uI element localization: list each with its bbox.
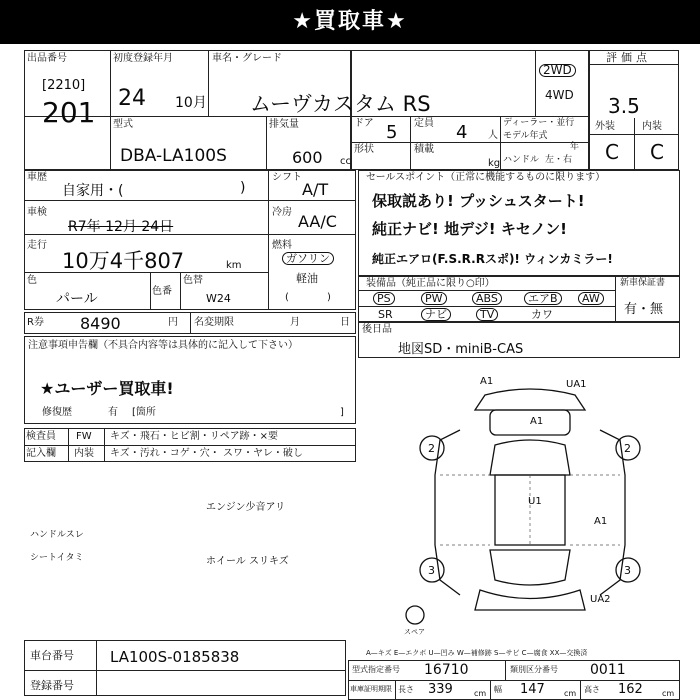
fuel-diesel: 軽油 xyxy=(296,272,318,285)
remark-wheel: ホイール スリキズ xyxy=(206,556,289,567)
diag-mark-ua1: UA1 xyxy=(566,379,587,390)
interior-label: 内装 xyxy=(642,121,662,132)
usage: 自家用・( xyxy=(62,183,124,199)
legend-interior-items: キズ・汚れ・コゲ・穴・ スワ・ヤレ・破し xyxy=(110,448,303,459)
spare-label: スペア xyxy=(404,628,425,636)
legend-interior: 内装 xyxy=(74,448,94,459)
repair-close: ] xyxy=(340,407,344,418)
sales-heading: セールスポイント（正常に機能するものに限ります） xyxy=(366,172,606,183)
diag-mark-u1: U1 xyxy=(528,496,542,507)
ac-label: 冷房 xyxy=(272,207,292,218)
capacity-unit: 人 xyxy=(488,130,498,141)
height-label: 高さ xyxy=(584,685,600,694)
diag-tire-rr: 3 xyxy=(624,564,631,577)
drive-2wd: 2WD xyxy=(539,64,576,77)
kg-unit: kg xyxy=(488,158,501,169)
new-warranty-label: 新車保証書 xyxy=(620,278,666,288)
sales-line2: 純正ナビ! 地デジ! キセノン! xyxy=(372,220,567,238)
dealer-label: ディーラー・並行 xyxy=(503,118,575,128)
score-label: 評価点 xyxy=(606,51,651,64)
inspection-label: 車検 xyxy=(27,207,47,218)
mileage-label: 走行 xyxy=(27,240,47,251)
length-label: 長さ xyxy=(398,685,414,694)
length: 339 xyxy=(428,682,453,697)
equip-airbag: エアB xyxy=(524,292,562,305)
equip-abs: ABS xyxy=(472,292,502,305)
equip-tv: TV xyxy=(476,308,498,321)
diag-tire-rl: 3 xyxy=(428,564,435,577)
diag-mark-a1-front: A1 xyxy=(480,376,494,387)
remark-seat: シートイタミ xyxy=(30,553,84,563)
diag-mark-a1-hood: A1 xyxy=(530,416,544,427)
drive-4wd: 4WD xyxy=(545,88,574,102)
equipment-heading: 装備品（純正品に限り○印） xyxy=(366,278,495,289)
width: 147 xyxy=(520,682,545,697)
equip-aw: AW xyxy=(578,292,604,305)
yen-unit: 円 xyxy=(168,317,178,328)
entry-label: 記入欄 xyxy=(26,448,56,459)
carname-label: 車名・グレード xyxy=(212,53,282,64)
width-label: 幅 xyxy=(494,685,502,694)
ac: AA/C xyxy=(298,212,337,231)
color-label: 色 xyxy=(27,275,37,286)
fuel-label: 燃料 xyxy=(272,240,292,251)
new-warranty: 有・無 xyxy=(624,302,664,317)
first-reg-label: 初度登録年月 xyxy=(113,53,173,64)
shape-label: 形状 xyxy=(354,144,374,155)
model: DBA-LA100S xyxy=(120,146,227,166)
repair-value: 有 xyxy=(108,407,118,418)
door-label: ドア xyxy=(354,118,374,129)
model-label: 型式 xyxy=(113,119,133,130)
fuel-paren: ( ) xyxy=(285,292,331,303)
remark-engine: エンジン少音アリ xyxy=(206,502,286,513)
usage-label: 車歴 xyxy=(27,172,47,183)
notes-text: ★ユーザー買取車! xyxy=(40,379,174,398)
inspector-label: 検査員 xyxy=(26,431,56,442)
diag-mark-a1-side: A1 xyxy=(594,516,608,527)
height: 162 xyxy=(618,682,643,697)
banner: ★買取車★ xyxy=(0,0,700,44)
fuel-gas: ガソリン xyxy=(282,252,334,265)
chassis-label: 車台番号 xyxy=(30,649,74,662)
diag-tire-fr: 2 xyxy=(624,442,631,455)
recycle-label: R券 xyxy=(27,317,44,328)
height-unit: cm xyxy=(662,689,675,698)
color-no: W24 xyxy=(206,292,231,305)
inspection: R7年 12月 24日 xyxy=(68,219,174,235)
lot-sub: [2210] xyxy=(42,78,86,93)
lot-label: 出品番号 xyxy=(27,53,67,64)
model-year-label: モデル年式 xyxy=(503,131,548,141)
repair-paren: [箇所 xyxy=(132,407,156,418)
sales-line1: 保取説あり! プッシュスタート! xyxy=(372,192,585,210)
load-label: 積載 xyxy=(414,144,434,155)
chassis: LA100S-0185838 xyxy=(110,648,240,666)
type-cert: 16710 xyxy=(424,662,469,678)
class-label: 類別区分番号 xyxy=(510,665,558,674)
equip-navi: ナビ xyxy=(421,308,451,321)
remark-handle: ハンドルスレ xyxy=(30,530,84,540)
lot-number: 201 xyxy=(42,96,96,129)
carname: ムーヴカスタム RS xyxy=(250,92,431,116)
reg-label: 登録番号 xyxy=(30,679,74,692)
mileage: 10万4千807 xyxy=(62,249,185,273)
equip-pw: PW xyxy=(421,292,447,305)
interior-grade: C xyxy=(650,140,664,164)
sales-line3: 純正エアロ(F.S.R.Rスポ)! ウィンカミラー! xyxy=(372,252,613,266)
repair-label: 修復歴 xyxy=(42,407,72,418)
type-cert-label: 型式指定番号 xyxy=(352,665,400,674)
day-unit: 日 xyxy=(340,317,350,328)
cc-unit: cc xyxy=(340,156,351,167)
legend-fw: FW xyxy=(76,431,92,442)
color: パール xyxy=(56,291,98,307)
length-unit: cm xyxy=(474,689,487,698)
first-reg-year: 24 xyxy=(118,86,146,111)
exterior-label: 外装 xyxy=(595,121,615,132)
capacity-label: 定員 xyxy=(414,118,434,129)
aftermarket: 地図SD・miniB-CAS xyxy=(398,342,524,357)
recycle: 8490 xyxy=(80,314,121,333)
size-note: 車庫証明期限 xyxy=(350,685,392,693)
displacement: 600 xyxy=(292,148,323,167)
legend-fw-items: キズ・飛石・ヒビ割・リペア跡・×要 xyxy=(110,431,278,442)
equip-ps: PS xyxy=(373,292,395,305)
displacement-label: 排気量 xyxy=(269,119,299,130)
notes-heading: 注意事項申告欄（不具合内容等は具体的に記入して下さい） xyxy=(28,340,298,351)
color-change-label: 色替 xyxy=(183,275,203,286)
handle-label: ハンドル xyxy=(503,155,540,165)
diag-tire-fl: 2 xyxy=(428,442,435,455)
handle-lr: 左・右 xyxy=(545,155,573,165)
exterior-grade: C xyxy=(605,140,619,164)
equip-sr: SR xyxy=(378,308,393,321)
width-unit: cm xyxy=(564,689,577,698)
usage-close: ) xyxy=(240,180,246,196)
codes-legend: A—キズ E—エクボ U—凹み W—補修跡 S—サビ C—腐食 XX—交換済 xyxy=(366,649,588,657)
plate-label: 名変期限 xyxy=(194,317,234,328)
model-year-unit: 年 xyxy=(570,142,580,152)
capacity: 4 xyxy=(456,122,468,143)
shift-label: シフト xyxy=(272,172,302,183)
score: 3.5 xyxy=(608,94,640,118)
aftermarket-label: 後日品 xyxy=(362,324,392,335)
equip-leather: カワ xyxy=(531,308,553,321)
diag-mark-ua2: UA2 xyxy=(590,594,611,605)
color-no-label: 色番 xyxy=(152,286,172,297)
first-reg-month: 10月 xyxy=(175,95,207,111)
shift: A/T xyxy=(302,180,329,199)
door: 5 xyxy=(386,122,398,143)
class: 0011 xyxy=(590,662,626,678)
month-unit: 月 xyxy=(290,317,300,328)
km-unit: km xyxy=(226,260,242,271)
